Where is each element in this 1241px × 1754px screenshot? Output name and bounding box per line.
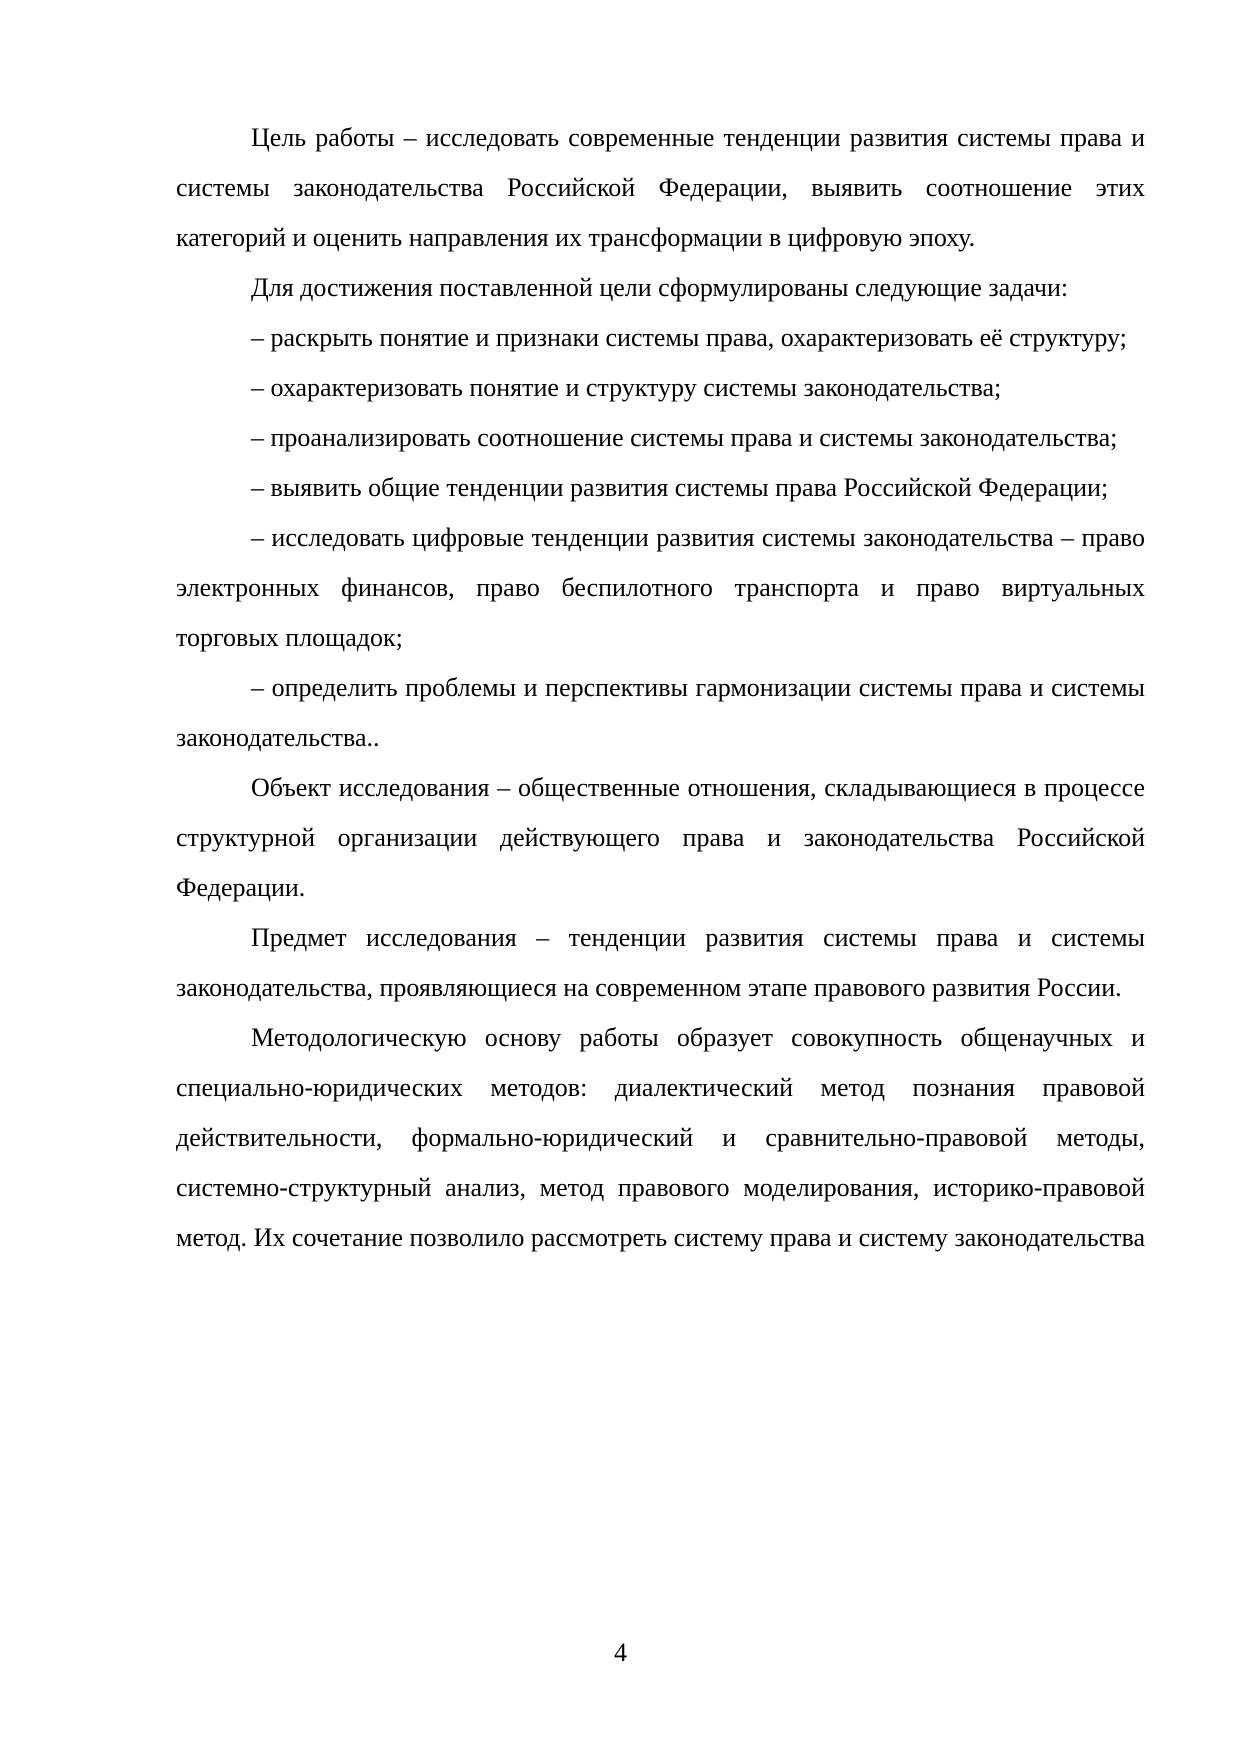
paragraph-goal: Цель работы – исследовать современные тенденции развития системы права и системы законодательства Российской Федерации, выявить соотношение этих категорий и оценить направления их трансформации в цифровую эпоху. [176, 123, 1145, 252]
page-number: 4 [614, 1638, 627, 1667]
task-item-1: – раскрыть понятие и признаки системы права, охарактеризовать её структуру; [251, 323, 1127, 352]
paragraph-methodology: Методологическую основу работы образует совокупность общенаучных и специально-юридических методов: диалектический метод познания правовой действительности, формально-юридический и сравнительно-правовой методы, системно-структурный анализ, метод правового моделирования, историко-правовой метод. Их сочетание позволило рассмотреть систему права и систему законодательства [176, 1023, 1145, 1252]
task-item-6: – определить проблемы и перспективы гармонизации системы права и системы законодательства.. [176, 673, 1145, 752]
task-item-5: – исследовать цифровые тенденции развития системы законодательства – право электронных финансов, право беспилотного транспорта и право виртуальных торговых площадок; [176, 523, 1145, 652]
document-body [176, 113, 1145, 1263]
task-item-4: – выявить общие тенденции развития системы права Российской Федерации; [251, 473, 1109, 502]
paragraph-tasks-intro: Для достижения поставленной цели сформулированы следующие задачи: [251, 273, 1069, 302]
paragraph-object: Объект исследования – общественные отношения, складывающиеся в процессе структурной организации действующего права и законодательства Российской Федерации. [176, 773, 1145, 902]
paragraph-subject: Предмет исследования – тенденции развития системы права и системы законодательства, проявляющиеся на современном этапе правового развития России. [176, 923, 1145, 1002]
task-item-2: – охарактеризовать понятие и структуру системы законодательства; [251, 373, 1002, 402]
task-item-3: – проанализировать соотношение системы права и системы законодательства; [251, 423, 1118, 452]
